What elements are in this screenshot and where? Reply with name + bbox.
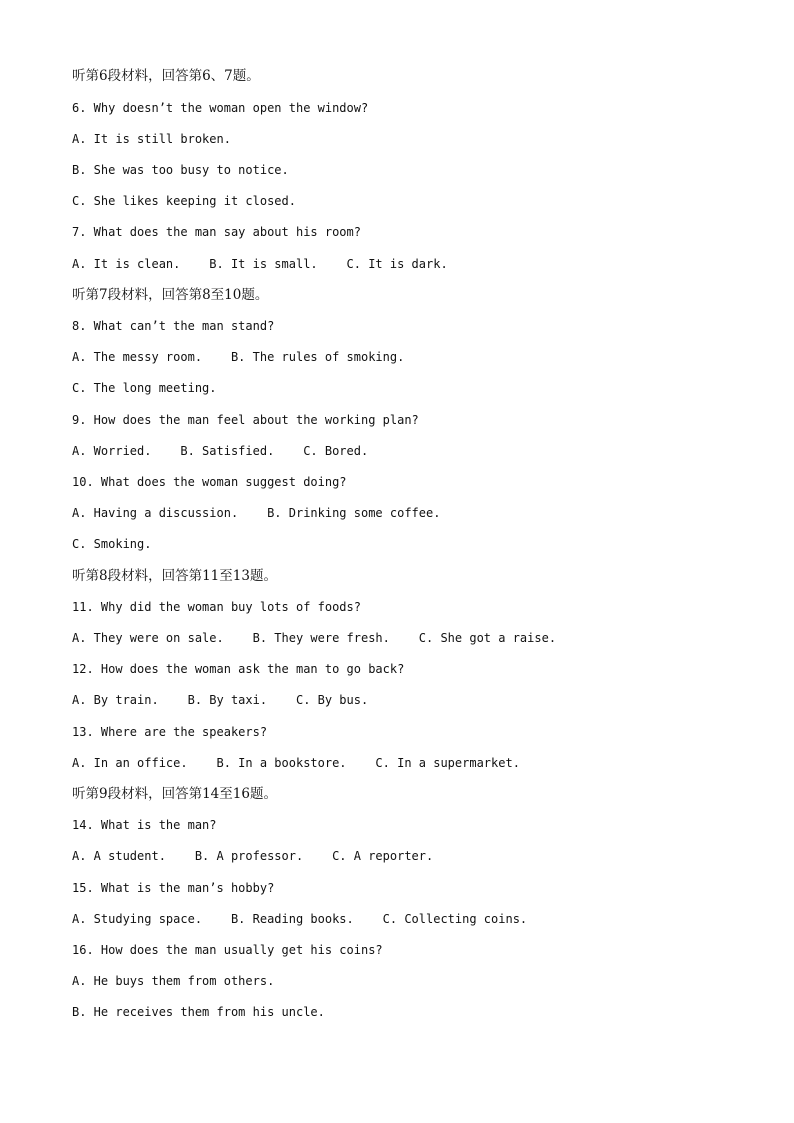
section-heading-8: 听第8段材料，回答第11至13题。 bbox=[72, 568, 277, 584]
question-15: 15. What is the man’s hobby? bbox=[72, 881, 275, 895]
question-7-options: A. It is clean. B. It is small. C. It is dark. bbox=[72, 257, 448, 271]
question-14: 14. What is the man? bbox=[72, 818, 217, 832]
section-heading-6: 听第6段材料，回答第6、7题。 bbox=[72, 68, 260, 84]
question-6-option-a: A. It is still broken. bbox=[72, 132, 231, 146]
question-9: 9. How does the man feel about the working plan? bbox=[72, 413, 419, 427]
question-16: 16. How does the man usually get his coins? bbox=[72, 943, 383, 957]
question-10-options-ab: A. Having a discussion. B. Drinking some coffee. bbox=[72, 506, 441, 520]
question-8: 8. What can’t the man stand? bbox=[72, 319, 275, 333]
section-heading-9: 听第9段材料，回答第14至16题。 bbox=[72, 786, 277, 802]
question-6: 6. Why doesn’t the woman open the window? bbox=[72, 101, 369, 115]
question-12: 12. How does the woman ask the man to go back? bbox=[72, 662, 405, 676]
question-11-options: A. They were on sale. B. They were fresh. C. She got a raise. bbox=[72, 631, 557, 645]
question-10: 10. What does the woman suggest doing? bbox=[72, 475, 347, 489]
question-6-option-c: C. She likes keeping it closed. bbox=[72, 194, 296, 208]
question-16-option-b: B. He receives them from his uncle. bbox=[72, 1005, 325, 1019]
question-10-option-c: C. Smoking. bbox=[72, 537, 152, 551]
section-heading-7: 听第7段材料，回答第8至10题。 bbox=[72, 287, 269, 303]
question-8-option-c: C. The long meeting. bbox=[72, 381, 217, 395]
question-8-options-ab: A. The messy room. B. The rules of smoking. bbox=[72, 350, 405, 364]
question-16-option-a: A. He buys them from others. bbox=[72, 974, 275, 988]
question-13: 13. Where are the speakers? bbox=[72, 725, 268, 739]
question-11: 11. Why did the woman buy lots of foods? bbox=[72, 600, 361, 614]
question-12-options: A. By train. B. By taxi. C. By bus. bbox=[72, 693, 369, 707]
question-15-options: A. Studying space. B. Reading books. C. Collecting coins. bbox=[72, 912, 528, 926]
question-14-options: A. A student. B. A professor. C. A reporter. bbox=[72, 849, 434, 863]
question-6-option-b: B. She was too busy to notice. bbox=[72, 163, 289, 177]
question-9-options: A. Worried. B. Satisfied. C. Bored. bbox=[72, 444, 369, 458]
question-7: 7. What does the man say about his room? bbox=[72, 225, 361, 239]
question-13-options: A. In an office. B. In a bookstore. C. In a supermarket. bbox=[72, 756, 520, 770]
